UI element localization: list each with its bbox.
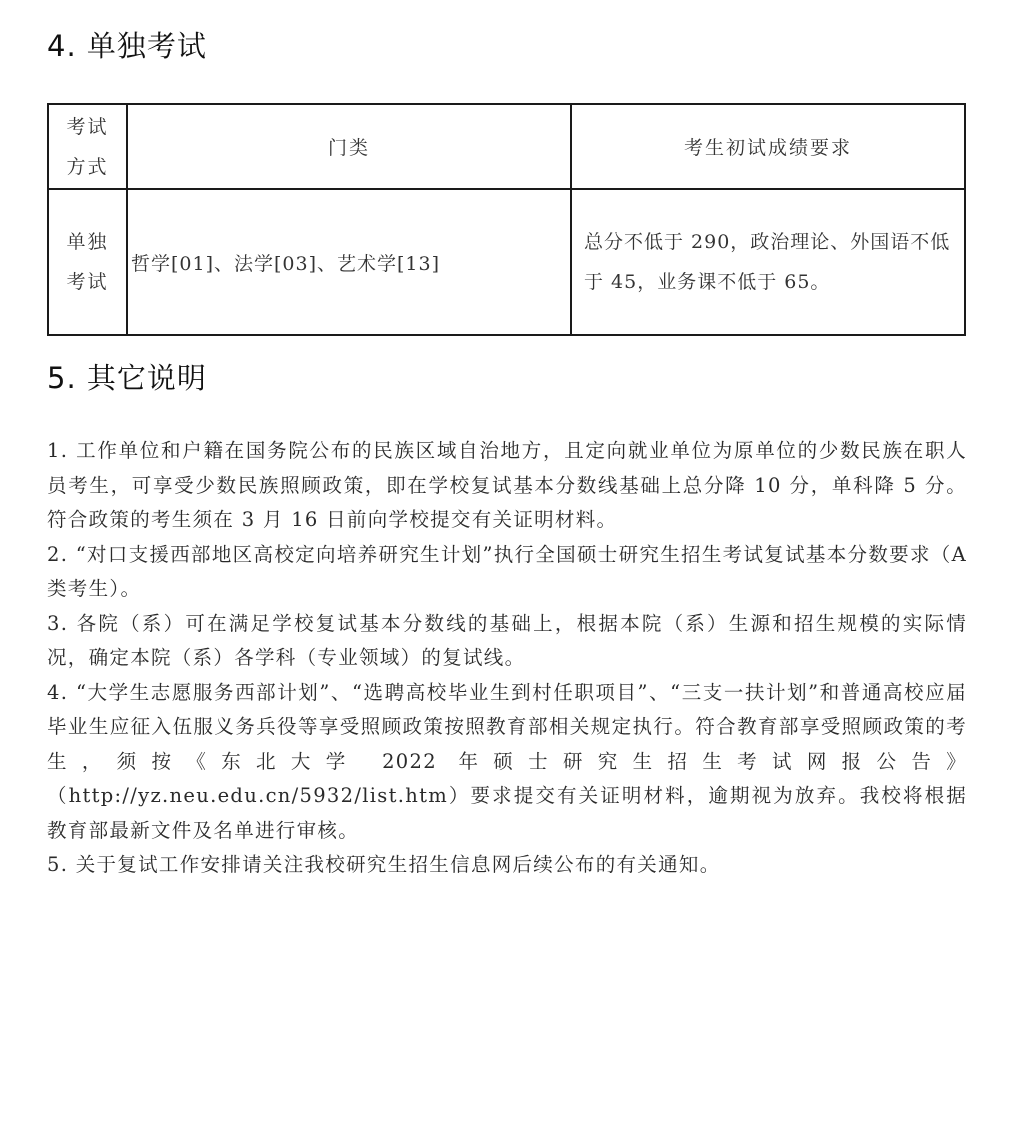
section-5-heading: 5. 其它说明 — [47, 361, 207, 395]
header-exam-method — [48, 104, 127, 189]
header-category: 门类 — [127, 104, 571, 189]
table-header-row — [48, 104, 965, 189]
header-exam-method-line2: 方式 — [66, 155, 109, 178]
note-item-2: 2. “对口支援西部地区高校定向培养研究生计划”执行全国硕士研究生招生考试复试基本分数要求（A 类考生）。 — [47, 542, 967, 600]
cell-exam-method-line1: 单独 — [66, 231, 109, 253]
cell-exam-method — [48, 189, 127, 335]
header-exam-method-line1: 考试 — [66, 115, 109, 138]
note-item-3: 3. 各院（系）可在满足学校复试基本分数线的基础上，根据本院（系）生源和招生规模的实际情况，确定本院（系）各学科（专业领域）的复试线。 — [47, 611, 967, 669]
cell-category: 哲学[01]、法学[03]、艺术学[13] — [127, 189, 571, 335]
cell-exam-method-line2: 考试 — [66, 271, 109, 293]
note-item-1: 1. 工作单位和户籍在国务院公布的民族区域自治地方，且定向就业单位为原单位的少数民族在职人员考生，可享受少数民族照顾政策，即在学校复试基本分数线基础上总分降 10 分，单科降 5 分。符合政策的考生须在 3 月 16 日前向学校提交有关证明材料。 — [47, 439, 967, 531]
table-row — [48, 189, 965, 335]
other-notes-list — [47, 434, 967, 883]
section-4-heading: 4. 单独考试 — [47, 29, 207, 63]
cell-score-requirement: 总分不低于 290，政治理论、外国语不低于 45，业务课不低于 65。 — [571, 189, 965, 335]
note-item-4: 4. “大学生志愿服务西部计划”、“选聘高校毕业生到村任职项目”、“三支一扶计划”和普通高校应届毕业生应征入伍服义务兵役等享受照顾政策按照教育部相关规定执行。符合教育部享受照顾政策的考生，须按《东北大学 2022 年硕士研究生招生考试网报公告》（http://yz.neu.edu.cn/5932/list.htm）要求提交有关证明材料，逾期视为放弃。我校将根据教育部最新文件及名单进行审核。 — [47, 680, 967, 842]
header-score-requirement: 考生初试成绩要求 — [571, 104, 965, 189]
note-item-5: 5. 关于复试工作安排请关注我校研究生招生信息网后续公布的有关通知。 — [47, 853, 721, 876]
separate-exam-table — [47, 103, 966, 336]
